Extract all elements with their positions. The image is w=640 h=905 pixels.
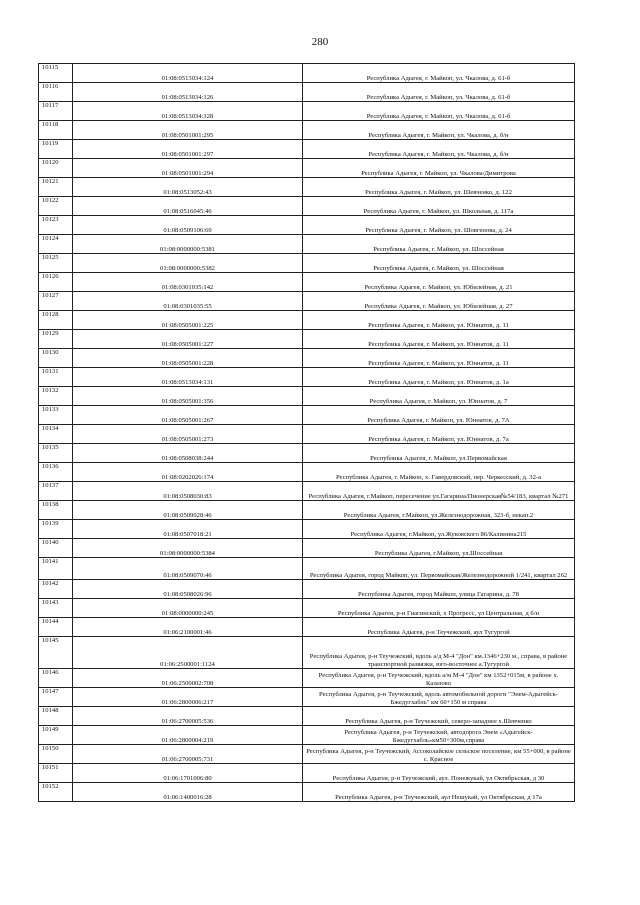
row-number: 10146 [39, 669, 73, 688]
registry-table [38, 63, 575, 802]
object-address: Республика Адыгея, г. Майкоп, ул. Юбилейная, д. 27 [303, 292, 575, 311]
table-row [39, 368, 575, 387]
table-row [39, 745, 575, 764]
row-number: 10135 [39, 444, 73, 463]
cadastral-number: 01:08:0000000:245 [73, 599, 303, 618]
row-number: 10145 [39, 637, 73, 669]
page-number: 280 [311, 36, 329, 48]
cadastral-number: 01:08:0513034:126 [73, 83, 303, 102]
table-row [39, 764, 575, 783]
table-row [39, 197, 575, 216]
row-number: 10125 [39, 254, 73, 273]
table-row [39, 311, 575, 330]
table-row [39, 349, 575, 368]
table-row [39, 121, 575, 140]
object-address: Республика Адыгея, г.Майкоп, ул.Железнодорожная, 323-б, некап.2 [303, 501, 575, 520]
table-row [39, 688, 575, 707]
object-address: Республика Адыгея, р-н Теучежский, вдоль автомобильной дороги "Энем-Адыгейск-Бжедугхабль" км 60+150 м справа [303, 688, 575, 707]
table-row [39, 580, 575, 599]
row-number: 10133 [39, 406, 73, 425]
object-address: Республика Адыгея, г. Майкоп, ул. Шоссейная [303, 235, 575, 254]
object-address: Республика Адыгея, г. Майкоп, ул. Юннатов, д. 11 [303, 349, 575, 368]
row-number: 10119 [39, 140, 73, 159]
table-row [39, 501, 575, 520]
row-number: 10124 [39, 235, 73, 254]
object-address: Республика Адыгея, г.Майкоп, ул.Жуковского 86/Калинина215 [303, 520, 575, 539]
table-row [39, 273, 575, 292]
cadastral-number: 01:08:0501001:297 [73, 140, 303, 159]
row-number: 10131 [39, 368, 73, 387]
table-row [39, 64, 575, 83]
cadastral-number: 01:08:0508026:96 [73, 580, 303, 599]
row-number: 10134 [39, 425, 73, 444]
row-number: 10152 [39, 783, 73, 802]
table-row [39, 140, 575, 159]
object-address: Республика Адыгея, р-н Гиагинский, х Прогресс, ул Центральная, д б/н [303, 599, 575, 618]
cadastral-number: 01:08:0505001:356 [73, 387, 303, 406]
object-address: Республика Адыгея, г. Майкоп, ул. Юннатов, д. 7А [303, 406, 575, 425]
row-number: 10116 [39, 83, 73, 102]
table-row [39, 406, 575, 425]
object-address: Республика Адыгея, г. Майкоп, ул. Чкалова, д. б/н [303, 121, 575, 140]
table-row [39, 292, 575, 311]
row-number: 10142 [39, 580, 73, 599]
cadastral-number: 01:08:0509106:69 [73, 216, 303, 235]
row-number: 10150 [39, 745, 73, 764]
row-number: 10147 [39, 688, 73, 707]
table-row [39, 387, 575, 406]
row-number: 10123 [39, 216, 73, 235]
cadastral-number: 01:08:0513052:43 [73, 178, 303, 197]
row-number: 10127 [39, 292, 73, 311]
object-address: Республика Адыгея, г. Майкоп, ул. Шоссейная [303, 254, 575, 273]
row-number: 10126 [39, 273, 73, 292]
table-row [39, 520, 575, 539]
row-number: 10115 [39, 64, 73, 83]
table-row [39, 235, 575, 254]
cadastral-number: 01:06:2700005:536 [73, 707, 303, 726]
table-row [39, 102, 575, 121]
cadastral-number: 01:08:0507018:21 [73, 520, 303, 539]
row-number: 10144 [39, 618, 73, 637]
row-number: 10120 [39, 159, 73, 178]
row-number: 10140 [39, 539, 73, 558]
table-row [39, 669, 575, 688]
object-address: Республика Адыгея, р-н Теучежский, автодорога Энем «Адыгейск-Бжедугхабль»км50+300м,справа [303, 726, 575, 745]
cadastral-number: 01:08:0505001:227 [73, 330, 303, 349]
cadastral-number: 01:08:0505001:228 [73, 349, 303, 368]
cadastral-number: 01:08:0505001:225 [73, 311, 303, 330]
cadastral-number: 01:08:0508030:83 [73, 482, 303, 501]
table-row [39, 159, 575, 178]
object-address: Республика Адыгея, г. Майкоп, х. Гавердовский, пер. Черкесский, д. 32-а [303, 463, 575, 482]
table-row [39, 330, 575, 349]
table-row [39, 425, 575, 444]
object-address: Республика Адыгея, г.Майкоп, пересечение ул.Гагарина/Пионерская№54/183, квартал №271 [303, 482, 575, 501]
cadastral-number: 01:08:0508038:244 [73, 444, 303, 463]
registry-table-body [39, 64, 575, 802]
row-number: 10136 [39, 463, 73, 482]
table-row [39, 618, 575, 637]
cadastral-number: 01:08:0513034:124 [73, 64, 303, 83]
row-number: 10129 [39, 330, 73, 349]
cadastral-number: 01:08:0513034:131 [73, 368, 303, 387]
row-number: 10121 [39, 178, 73, 197]
object-address: Республика Адыгея, г. Майкоп, ул. Чкалова, д. б/н [303, 140, 575, 159]
object-address: Республика Адыгея, г. Майкоп, ул. Юннатов, д. 7 [303, 387, 575, 406]
cadastral-number: 01:08:0202026:174 [73, 463, 303, 482]
cadastral-number: 01:08:0509070:46 [73, 558, 303, 580]
cadastral-number: 01:08:0000000:5382 [73, 254, 303, 273]
cadastral-number: 01:08:0301035:142 [73, 273, 303, 292]
row-number: 10128 [39, 311, 73, 330]
cadastral-number: 01:06:2500002:708 [73, 669, 303, 688]
cadastral-number: 01:08:0516045:46 [73, 197, 303, 216]
object-address: Республика Адыгея, город Майкоп, ул. Первомайская/Железнодорожной 1/241, квартал 262 [303, 558, 575, 580]
row-number: 10118 [39, 121, 73, 140]
table-row [39, 482, 575, 501]
table-row [39, 254, 575, 273]
table-row [39, 539, 575, 558]
table-row [39, 599, 575, 618]
row-number: 10141 [39, 558, 73, 580]
cadastral-number: 01:08:0509028:46 [73, 501, 303, 520]
object-address: Республика Адыгея, р-н Теучежский, северо-западнее х.Шевченко [303, 707, 575, 726]
object-address: Республика Адыгея, г. Майкоп, ул. Юбилейная, д. 21 [303, 273, 575, 292]
object-address: Республика Адыгея, г. Майкоп, ул.Первомайская [303, 444, 575, 463]
table-row [39, 558, 575, 580]
cadastral-number: 01:06:2100001:46 [73, 618, 303, 637]
object-address: Республика Адыгея, город Майкоп, улица Гагарина, д. 78 [303, 580, 575, 599]
row-number: 10137 [39, 482, 73, 501]
table-row [39, 216, 575, 235]
row-number: 10138 [39, 501, 73, 520]
object-address: Республика Адыгея, г. Майкоп, ул. Шовгенова, д. 24 [303, 216, 575, 235]
object-address: Республика Адыгея, г. Майкоп, ул. Юннатов, д. 1а [303, 368, 575, 387]
cadastral-number: 01:08:0000000:5381 [73, 235, 303, 254]
object-address: Республика Адыгея, р-н Теучежский, аул. Понежукай, ул Октябрьская, д 30 [303, 764, 575, 783]
object-address: Республика Адыгея, г. Майкоп, ул. Чкалова, д. 61-б [303, 64, 575, 83]
row-number: 10143 [39, 599, 73, 618]
object-address: Республика Адыгея, р-н Теучежский, Ассоколайское сельское поселение, км 55+000, в районе с. Красное [303, 745, 575, 764]
object-address: Республика Адыгея, г. Майкоп, ул. Юннатов, д. 11 [303, 330, 575, 349]
cadastral-number: 01:08:0501001:295 [73, 121, 303, 140]
object-address: Республика Адыгея, г. Майкоп, ул. Чкалова/Димитрова [303, 159, 575, 178]
row-number: 10149 [39, 726, 73, 745]
table-row [39, 637, 575, 669]
table-row [39, 707, 575, 726]
cadastral-number: 01:06:2700005:731 [73, 745, 303, 764]
row-number: 10130 [39, 349, 73, 368]
table-row [39, 444, 575, 463]
table-row [39, 83, 575, 102]
cadastral-number: 01:06:2500001:1124 [73, 637, 303, 669]
cadastral-number: 01:08:0301035:55 [73, 292, 303, 311]
cadastral-number: 01:08:0505001:267 [73, 406, 303, 425]
object-address: Республика Адыгея, р-н Теучежский, аул Нешукай, ул Октябрьская, д 17а [303, 783, 575, 802]
object-address: Республика Адыгея, р-н Теучежский, аул Тугургой [303, 618, 575, 637]
object-address: Республика Адыгея, г. Майкоп, ул. Юннатов, д. 11 [303, 311, 575, 330]
row-number: 10151 [39, 764, 73, 783]
row-number: 10117 [39, 102, 73, 121]
row-number: 10132 [39, 387, 73, 406]
object-address: Республика Адыгея, р-н Теучежский, вдоль а/д М-4 "Дон" км.1346+230 м., справа, в районе транспортной развязки, юго-восточнее а.Тугургой [303, 637, 575, 669]
object-address: Республика Адыгея, г. Майкоп, ул. Шевченко, д. 122 [303, 178, 575, 197]
object-address: Республика Адыгея, г.Майкоп, ул.Шоссейная [303, 539, 575, 558]
object-address: Республика Адыгея, г. Майкоп, ул. Школьная, д. 117а [303, 197, 575, 216]
table-row [39, 463, 575, 482]
row-number: 10139 [39, 520, 73, 539]
table-row [39, 783, 575, 802]
cadastral-number: 01:06:2800006:217 [73, 688, 303, 707]
object-address: Республика Адыгея, р-н Теучежский, вдоль а/м М-4 "Дон" км 1352+015м, в районе х. Казазово [303, 669, 575, 688]
cadastral-number: 01:08:0513034:128 [73, 102, 303, 121]
cadastral-number: 01:08:0000000:5384 [73, 539, 303, 558]
object-address: Республика Адыгея, г. Майкоп, ул. Чкалова, д. 61-б [303, 83, 575, 102]
row-number: 10122 [39, 197, 73, 216]
cadastral-number: 01:08:0505001:273 [73, 425, 303, 444]
cadastral-number: 01:08:0501001:294 [73, 159, 303, 178]
row-number: 10148 [39, 707, 73, 726]
table-row [39, 726, 575, 745]
cadastral-number: 01:06:1400016:28 [73, 783, 303, 802]
cadastral-number: 01:06:2800004:219 [73, 726, 303, 745]
object-address: Республика Адыгея, г. Майкоп, ул. Юннатов, д. 7а [303, 425, 575, 444]
table-row [39, 178, 575, 197]
cadastral-number: 01:06:1701006:80 [73, 764, 303, 783]
object-address: Республика Адыгея, г. Майкоп, ул. Чкалова, д. 61-б [303, 102, 575, 121]
